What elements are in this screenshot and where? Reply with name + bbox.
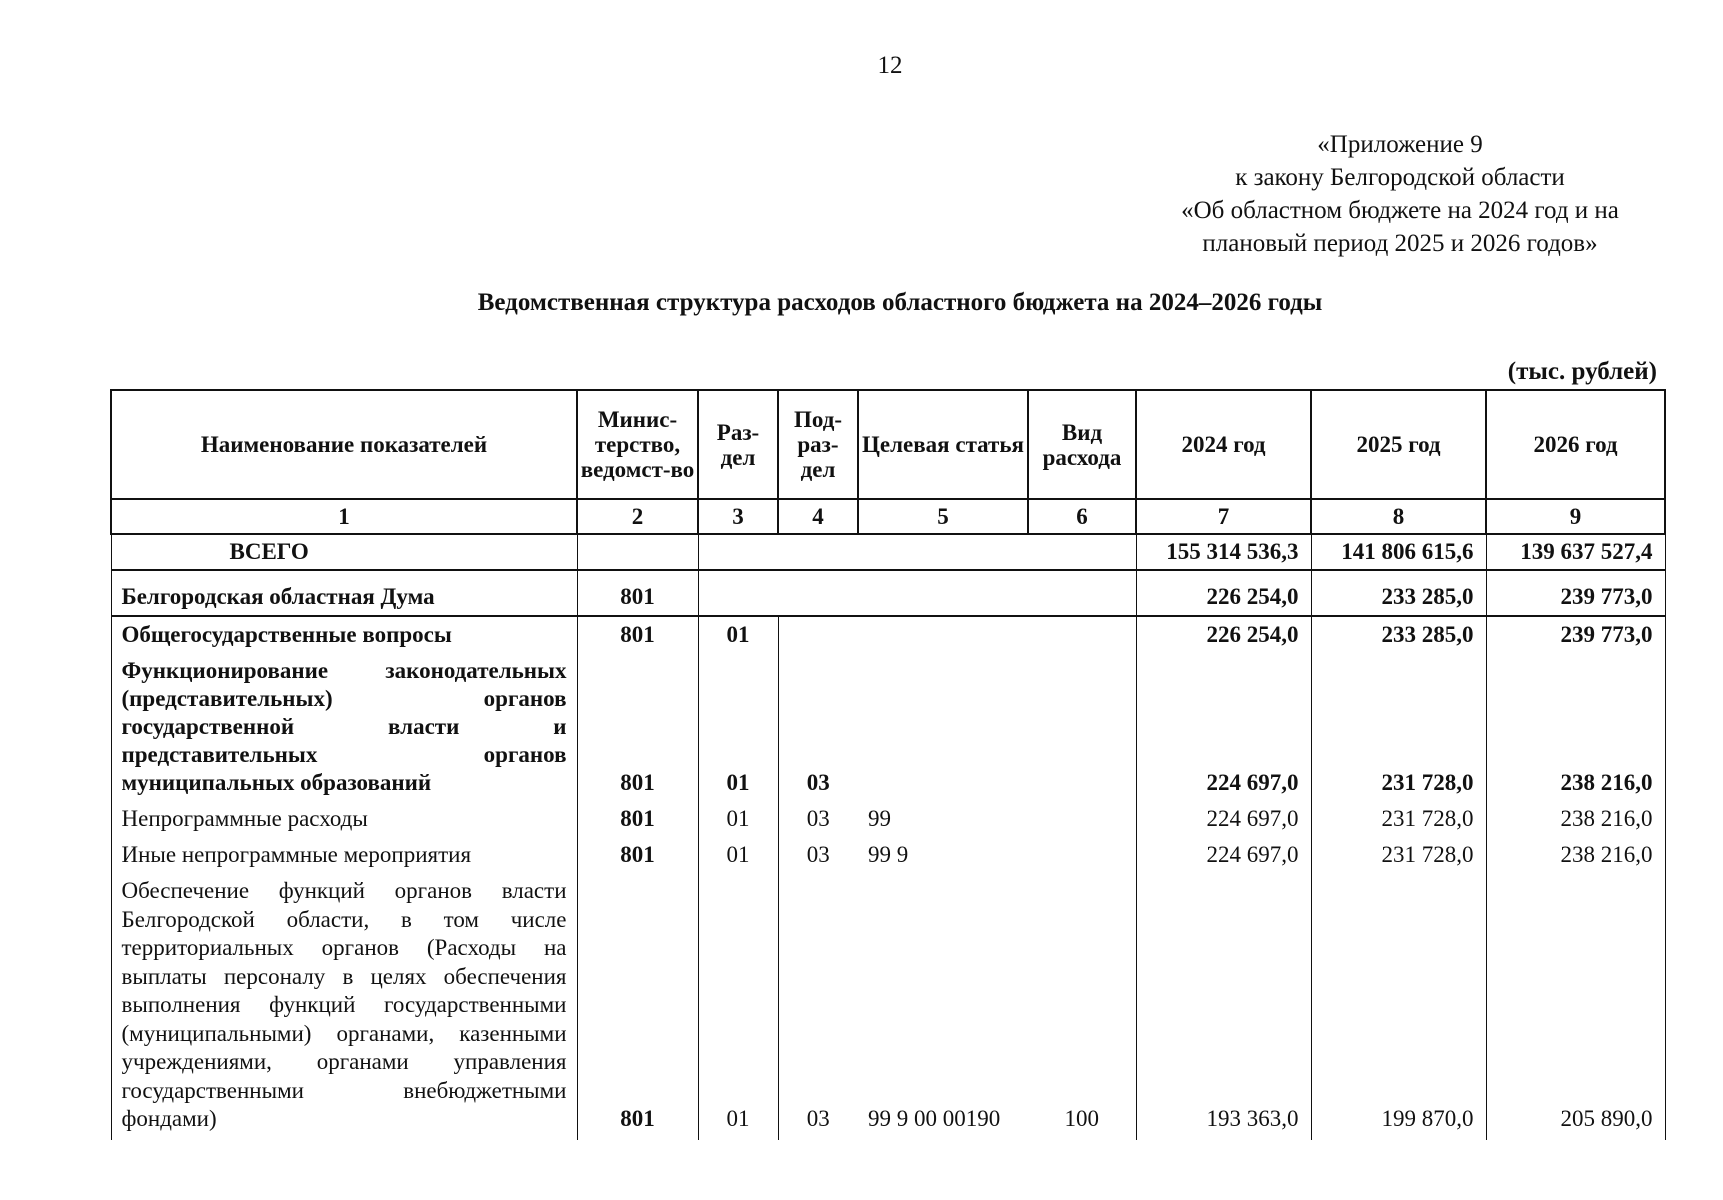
- table-cell: [698, 534, 1136, 570]
- total-2024: 155 314 536,3: [1136, 534, 1311, 570]
- row-section: 01: [698, 837, 778, 873]
- table-row: [111, 570, 1665, 616]
- row-target: 99 9: [868, 842, 909, 867]
- column-number: 5: [858, 499, 1028, 534]
- total-2026: 139 637 527,4: [1486, 534, 1665, 570]
- table-row: [111, 653, 1665, 801]
- row-name: Общегосударственные вопросы: [111, 616, 577, 653]
- row-ministry: 801: [577, 837, 698, 873]
- table-row: [111, 616, 1665, 653]
- column-number: 7: [1136, 499, 1311, 534]
- table-row: [111, 801, 1665, 837]
- row-name: Белгородская областная Дума: [111, 570, 577, 616]
- row-ministry: 801: [577, 570, 698, 616]
- row-expense-type: [1028, 616, 1136, 653]
- row-name: Функционирование законодательных (представительных) органов государственной власти и представительных органов муниципальных образований: [111, 653, 577, 801]
- column-number: 6: [1028, 499, 1136, 534]
- total-label: ВСЕГО: [111, 534, 577, 570]
- row-2024: 224 697,0: [1136, 837, 1311, 873]
- column-number: 1: [111, 499, 577, 534]
- row-2025: 231 728,0: [1311, 653, 1486, 801]
- table-cell: [577, 534, 698, 570]
- row-2026: 239 773,0: [1486, 616, 1665, 653]
- header-name: Наименование показателей: [111, 390, 577, 499]
- table-row: [111, 837, 1665, 873]
- appendix-line: «Об областном бюджете на 2024 год и на: [1181, 197, 1619, 224]
- column-number: 9: [1486, 499, 1665, 534]
- header-subsection: Под-раз-дел: [778, 390, 858, 499]
- row-expense-type: 100: [1064, 1106, 1099, 1131]
- total-2025: 141 806 615,6: [1311, 534, 1486, 570]
- row-ministry: 801: [577, 801, 698, 837]
- units-label: (тыс. рублей): [1507, 358, 1657, 385]
- header-section: Раз-дел: [698, 390, 778, 499]
- column-number: 2: [577, 499, 698, 534]
- row-subsection: 03: [806, 770, 830, 795]
- row-2025: 233 285,0: [1311, 570, 1486, 616]
- header-expense-type: Вид расхода: [1028, 390, 1136, 499]
- row-target: 99: [868, 806, 891, 831]
- row-expense-type: [1028, 837, 1136, 873]
- row-2024: 226 254,0: [1136, 570, 1311, 616]
- row-name: Иные непрограммные мероприятия: [111, 837, 577, 873]
- header-2024: 2024 год: [1136, 390, 1311, 499]
- row-2026: 238 216,0: [1486, 653, 1665, 801]
- row-section: 01: [698, 801, 778, 837]
- row-2025: 199 870,0: [1311, 873, 1486, 1140]
- row-ministry: 801: [577, 653, 698, 801]
- row-subsection: [778, 616, 858, 653]
- row-2024: 193 363,0: [1136, 873, 1311, 1140]
- row-expense-type: [1028, 653, 1136, 801]
- row-section: 01: [698, 653, 778, 801]
- table-row: [111, 873, 1665, 1140]
- row-name: Обеспечение функций органов власти Белгородской области, в том числе территориальных органов (Расходы на выплаты персоналу в целях обеспечения выполнения функций государственными (муниципальными) органами, казенными учреждениями, органами управления государственными внебюджетными фондами): [111, 873, 577, 1140]
- row-2025: 231 728,0: [1311, 801, 1486, 837]
- row-target: 99 9 00 00190: [868, 1106, 1001, 1131]
- row-ministry: 801: [577, 616, 698, 653]
- budget-table: [110, 389, 1666, 1140]
- appendix-line: к закону Белгородской области: [1235, 164, 1565, 191]
- appendix-line: «Приложение 9: [1317, 131, 1483, 158]
- row-name: Непрограммные расходы: [111, 801, 577, 837]
- header-2026: 2026 год: [1486, 390, 1665, 499]
- row-target: [858, 616, 1028, 653]
- row-section: 01: [698, 873, 778, 1140]
- row-subsection: 03: [806, 842, 830, 867]
- row-subsection: 03: [806, 1106, 830, 1131]
- row-2024: 224 697,0: [1136, 653, 1311, 801]
- total-row: [111, 534, 1665, 570]
- header-2025: 2025 год: [1311, 390, 1486, 499]
- column-number-row: [111, 499, 1665, 534]
- row-2026: 238 216,0: [1486, 837, 1665, 873]
- column-number: 3: [698, 499, 778, 534]
- row-2026: 238 216,0: [1486, 801, 1665, 837]
- row-2026: 205 890,0: [1486, 873, 1665, 1140]
- row-2024: 224 697,0: [1136, 801, 1311, 837]
- row-subsection: 03: [806, 806, 830, 831]
- row-target: [858, 653, 1028, 801]
- page-number: 12: [877, 52, 903, 79]
- row-ministry: 801: [577, 873, 698, 1140]
- row-2025: 233 285,0: [1311, 616, 1486, 653]
- appendix-line: плановый период 2025 и 2026 годов»: [1202, 230, 1598, 257]
- row-expense-type: [1028, 801, 1136, 837]
- row-2025: 231 728,0: [1311, 837, 1486, 873]
- table-header-row: [111, 390, 1665, 499]
- column-number: 8: [1311, 499, 1486, 534]
- row-2024: 226 254,0: [1136, 616, 1311, 653]
- row-section: 01: [698, 616, 778, 653]
- header-target: Целевая статья: [858, 390, 1028, 499]
- row-2026: 239 773,0: [1486, 570, 1665, 616]
- column-number: 4: [778, 499, 858, 534]
- table-cell: [698, 570, 1136, 616]
- document-title: Ведомственная структура расходов областного бюджета на 2024–2026 годы: [477, 289, 1323, 316]
- header-ministry: Минис-терство, ведомст-во: [577, 390, 698, 499]
- appendix-block: [1060, 128, 1723, 260]
